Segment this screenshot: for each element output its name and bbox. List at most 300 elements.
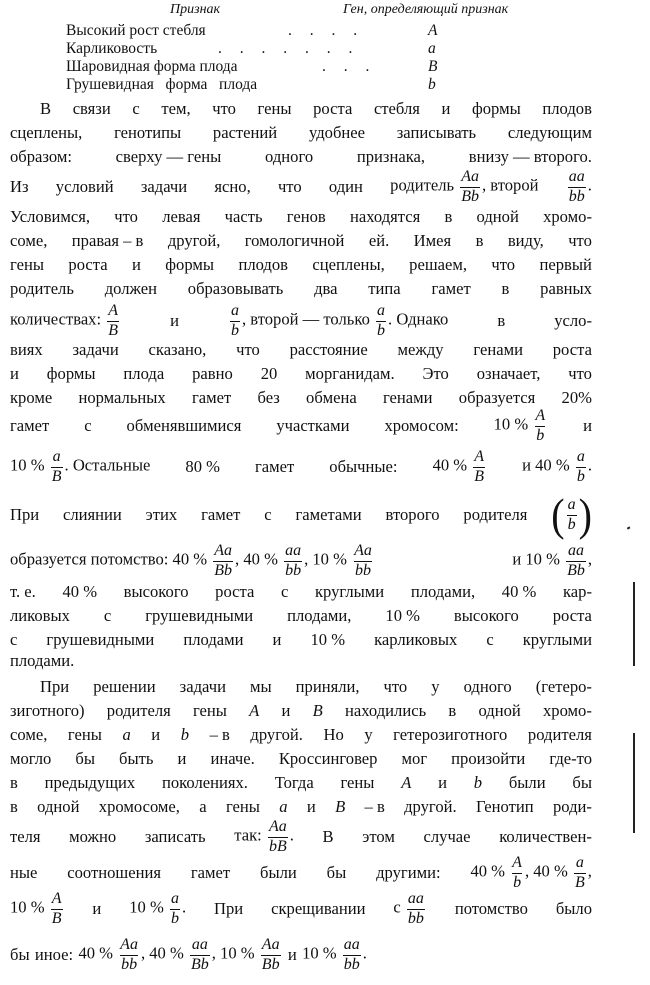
gamete-fraction [534,408,546,444]
word: Генотип [475,797,534,816]
word: быть [119,749,154,768]
word: первый [539,255,592,274]
word: образом: [10,147,72,166]
leader-dots: . . . . [288,22,365,39]
genotype-fraction [407,891,425,927]
word: между [397,340,444,359]
word: типа [368,279,401,298]
word: Имея [413,231,452,250]
fraction-numerator: A [474,448,485,466]
word: иное: [34,945,74,964]
word: генами [382,388,433,407]
word: находятся [349,207,421,226]
fraction-numerator: Aa [120,936,138,954]
fraction-group [494,408,549,444]
word: записать [144,827,206,846]
fraction-numerator: a [230,302,239,320]
word: стебля [373,99,420,118]
word: одной [476,207,519,226]
fraction-group [10,449,150,485]
word: внизу — второго. [468,147,592,166]
word: гамет [190,863,231,882]
table-row [66,40,586,58]
word: в [497,311,506,330]
word: условий [55,177,114,196]
word: другой. [404,797,457,816]
gene-symbol: B [428,58,438,75]
word: в [444,207,453,226]
word: – в [209,725,230,744]
word: , 10 % [304,549,347,569]
trait-name: Карликовость [66,40,158,57]
word: усло- [554,311,592,330]
word: и [287,945,297,964]
word: образуется [458,388,536,407]
fraction-denominator: Bb [461,187,479,205]
word: что [236,340,260,359]
word: Это [422,364,449,383]
word: . Остальные [64,455,151,475]
word: а [199,797,207,816]
word: находились [345,701,427,720]
word: , 40 % [524,861,568,881]
word: другой, [167,231,221,250]
fraction-group [433,449,488,485]
word: роста [215,582,255,601]
word: плодами, [287,606,352,625]
word: приняли, [295,677,360,696]
table-header-gene: Ген, определяющий признак [343,2,509,17]
fraction-numerator: a [52,448,61,466]
word: формы [471,99,521,118]
percent: 40 % [78,943,114,963]
fraction-numerator: aa [343,936,360,954]
fraction-denominator: Bb [567,561,585,579]
word: бы [572,773,592,792]
word: карликовых [374,630,458,649]
word: с [393,897,401,917]
word: произойти [451,749,526,768]
word: и [272,630,282,649]
fraction-numerator: A [108,302,119,320]
word: виду, [507,231,544,250]
word: роди- [552,797,592,816]
word: роста [552,606,592,625]
gene-symbol: a [428,40,436,57]
fraction-denominator: B [51,467,62,485]
word: второго [385,505,440,524]
word: Но [323,725,344,744]
gene-symbol: A [401,773,412,792]
word: бы [75,749,95,768]
word: теля [10,827,41,846]
fraction-numerator: Aa [354,542,372,560]
word: и [438,773,448,792]
word: обмена [306,388,357,407]
word: плода [123,364,165,383]
word: 10 % [310,630,346,649]
word: с [486,630,494,649]
gene-symbol: A [249,701,260,720]
word: расстояние [289,340,368,359]
genotype-fraction [119,937,139,973]
word: , 40 % [140,943,184,963]
text-line [10,403,592,449]
word: с [132,99,140,118]
punctuation: , [587,861,592,881]
word: было [555,899,592,918]
scan-speck [627,526,630,529]
gamete-fraction [51,449,63,485]
fraction-group [129,891,186,927]
gene-symbol: B [312,701,323,720]
fraction-group [10,891,65,927]
word: виях [10,340,43,359]
word: количествен- [499,827,592,846]
word: плодами. [10,651,75,670]
word: – в [364,797,385,816]
fraction-numerator: Aa [214,542,233,560]
word: количествах: [10,309,102,329]
word: , второй [481,175,539,195]
word: предыдущих [44,773,136,792]
word: родителя [463,505,528,524]
word: случае [423,827,471,846]
word: В [322,827,334,846]
word: грушевидными [46,630,155,649]
word: могло [10,749,52,768]
word: были [508,773,546,792]
word: и [92,899,102,918]
punctuation: . [587,455,592,475]
table-row [66,58,586,76]
word: решении [93,677,156,696]
word: потомство [454,899,528,918]
word: высокого [123,582,189,601]
word: , 10 % [211,943,255,963]
word: этих [145,505,178,524]
word: этом [362,827,395,846]
word: гены [67,725,102,744]
word: плодов [238,255,289,274]
word: При [214,899,244,918]
word: можно [69,827,117,846]
genotype-fraction [261,937,281,973]
fraction-denominator: Bb [214,561,233,579]
word: круглыми [522,630,592,649]
word: с [264,505,272,524]
word: с [84,416,92,435]
word: равных [540,279,592,298]
word: бы [326,863,347,882]
genotype-fraction [190,937,210,973]
word: где-то [549,749,592,768]
table-header-trait: Признак [170,2,221,17]
percent: 10 % [302,943,337,963]
word: участками [276,416,350,435]
punctuation: . [362,943,367,963]
word: связи [72,99,111,118]
word: следующим [507,123,592,142]
word: бы [10,945,30,964]
fraction-denominator: B [108,321,119,339]
word: задачи [179,677,226,696]
word: мог [401,749,428,768]
word: родитель [390,175,455,195]
word: и [583,416,592,435]
fraction-numerator: A [51,890,62,908]
word: В [40,99,52,118]
word: гамет [431,279,471,298]
fraction-denominator: bb [343,955,360,973]
word: с [103,606,112,625]
word: и 10 % [512,549,560,569]
fraction-numerator: a [567,496,576,514]
gamete-fraction [170,891,180,927]
word: слиянии [63,505,122,524]
word: обычные: [329,457,398,476]
word: морганидам. [305,364,395,383]
word: родителя [527,725,592,744]
word: высокого [453,606,519,625]
word: в [501,279,510,298]
fraction-numerator: a [377,302,386,320]
word: При [40,677,70,696]
percent: 40 % [470,861,506,881]
fraction-numerator: aa [567,542,584,560]
word: с [280,582,289,601]
word: иначе. [210,749,255,768]
word: хромо- [543,207,592,226]
word: задачи [140,177,188,196]
word: хромо- [542,701,592,720]
word: признака, [356,147,426,166]
word: 20% [561,388,592,407]
word: что [491,255,516,274]
word: сказано, [148,340,207,359]
word: один [328,177,363,196]
word: левая [162,207,201,226]
percent: 80 % [185,457,220,476]
word: означает, [476,364,541,383]
fraction-numerator: a [575,854,584,872]
word: что [277,177,302,196]
gene-symbol: a [279,797,288,816]
word: плодами, [410,582,476,601]
scan-margin-line [633,733,635,833]
parenthesized-fraction [551,488,592,541]
fraction-denominator: b [536,426,545,444]
word: мы [249,677,272,696]
fraction-numerator: Aa [461,168,479,186]
word: решаем, [409,255,467,274]
fraction-denominator: bB [268,837,287,855]
word: хромосом: [384,416,459,435]
word: что [568,231,592,250]
gamete-fraction [567,497,577,533]
fraction-denominator: b [170,909,179,927]
fraction-numerator: A [512,854,522,872]
word: ей. [368,231,390,250]
word: гомологичной [244,231,345,250]
word: одного [463,677,512,696]
word: поколениях. [161,773,248,792]
fraction-numerator: a [170,890,179,908]
word: гены [257,99,292,118]
word: правая – в [71,231,144,250]
fraction-denominator: b [567,515,576,533]
word: были [260,863,297,882]
word: родителя [106,701,171,720]
gene-symbol: b [428,76,436,93]
word: 20 [260,364,278,383]
fraction-numerator: aa [407,890,424,908]
punctuation: . [289,825,294,845]
word: Кроссинговер [278,749,378,768]
word: генов [286,207,326,226]
gamete-fraction [473,449,485,485]
word: гаметами [295,505,362,524]
fraction-denominator: bb [121,955,138,973]
word: гены [225,797,260,816]
fraction-denominator: B [51,909,62,927]
fraction-denominator: b [230,321,239,339]
word: соме, [10,725,48,744]
word: 10 % [385,606,420,625]
word: одной [37,797,80,816]
fraction-denominator: Bb [190,955,209,973]
fraction-numerator: aa [285,542,302,560]
word: хромосоме, [98,797,180,816]
word: обменявшимися [126,416,242,435]
word: зиготного) [10,701,85,720]
fraction-numerator: a [576,448,585,466]
word: образуется потомство: 40 % [10,549,208,569]
word: Условимся, [10,207,91,226]
percent: 10 % [10,455,45,475]
word: гамет [10,416,50,435]
percent: 10 % [493,414,529,434]
fraction-denominator: bb [568,187,585,205]
word: и [10,364,19,383]
genotype-fraction [343,937,361,973]
punctuation: , [587,549,592,569]
word: равно [192,364,233,383]
word: кар- [562,582,592,601]
word: т. е. [10,582,36,601]
leader-dots: . . . [322,58,377,75]
word: часть [224,207,263,226]
word: у [431,677,440,696]
word: гамет [201,505,241,524]
word: сцеплены, [312,255,385,274]
word: в [10,797,18,816]
word: плодов [542,99,592,118]
word: , второй — только [241,309,370,329]
fraction-group [522,449,592,485]
fraction-group [393,891,427,927]
word: без [257,388,280,407]
percent: 10 % [10,897,45,917]
right-paren: ) [578,488,592,541]
word: одной [478,701,521,720]
fraction-denominator: b [576,467,585,485]
word: роста [552,340,592,359]
gamete-fraction [576,449,586,485]
word: в [10,773,18,792]
percent: 40 % [432,455,468,475]
punctuation: . [587,175,592,195]
word: родитель [10,279,74,298]
word: сверху — гены [115,147,222,166]
word: роста [68,255,108,274]
fraction-numerator: Aa [261,936,280,954]
word: и [281,701,291,720]
word: грушевидными [145,606,254,625]
word: нормальных [78,388,166,407]
word: соотношения [67,863,161,882]
word: тем, [161,99,191,118]
word: Тогда [274,773,314,792]
word: Из [10,177,29,196]
word: кроме [10,388,53,407]
word: так: [234,825,262,845]
word: сцеплены, [10,123,83,142]
gene-symbol: b [180,725,190,744]
word: другой. [250,725,303,744]
word: генами [473,340,523,359]
fraction-denominator: b [377,321,386,339]
table-row [66,22,586,40]
word: у [364,725,373,744]
word: роста [313,99,353,118]
word: образовывать [187,279,284,298]
word: 40 % [501,582,537,601]
word: При [10,505,40,524]
gamete-fraction [51,891,63,927]
text-line [10,444,592,490]
word: и [441,99,451,118]
word: и [306,797,316,816]
word: задачи [72,340,119,359]
trait-name: Высокий рост стебля [66,22,206,39]
word: должен [104,279,157,298]
word: и [170,311,179,330]
word: скрещивании [271,899,366,918]
fraction-denominator: bb [407,909,424,927]
text-line [10,886,592,932]
text-line [10,932,592,978]
word: гетерозиготного [393,725,508,744]
fraction-denominator: bb [285,561,302,579]
fraction-numerator: aa [191,936,208,954]
word: и [151,725,161,744]
word: гамет [191,388,232,407]
word: что [114,207,138,226]
word: гамет [254,457,295,476]
word: генотипы [114,123,182,142]
word: записывать [396,123,477,142]
gene-symbol: B [335,797,346,816]
fraction-numerator: aa [568,168,585,186]
word: гены [10,255,44,274]
word: в [475,231,484,250]
word: гены [340,773,375,792]
word: , 40 % [235,549,278,569]
word: плодами [183,630,244,649]
word: круглыми [314,582,385,601]
word: что [568,364,592,383]
